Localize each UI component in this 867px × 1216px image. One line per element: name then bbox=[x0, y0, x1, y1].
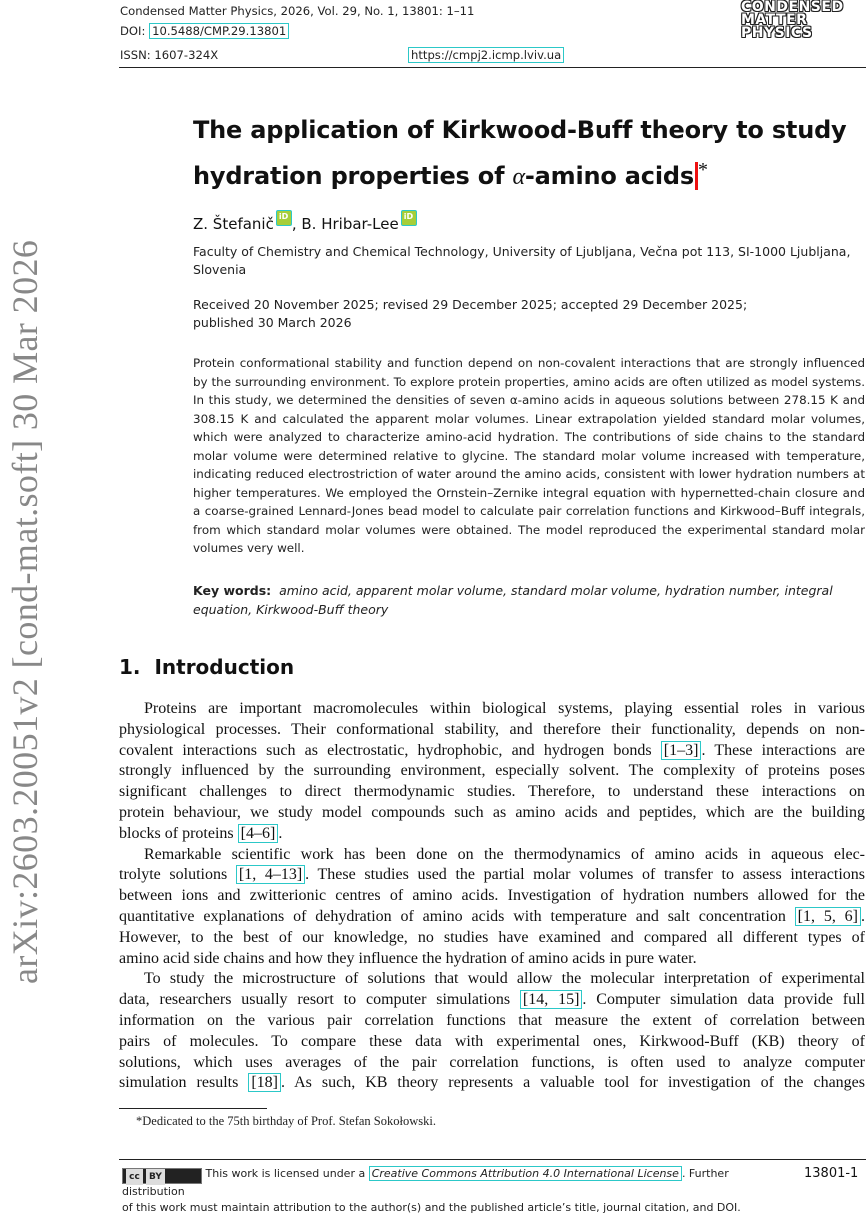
abstract-line: molar volume were determined relative to glycine. The standard molar volume increased with temperature, bbox=[193, 448, 865, 463]
citation-link[interactable]: [18] bbox=[248, 1073, 281, 1092]
logo-line-1: CONDENSED bbox=[741, 0, 844, 15]
section-title: Introduction bbox=[154, 655, 295, 679]
title-line-2-pre: hydration properties of bbox=[193, 162, 513, 190]
body-line: significant challenges to direct thermodynamic studies. Therefore, to understand these interactions on bbox=[119, 783, 865, 801]
dates-line-1: Received 20 November 2025; revised 29 December 2025; accepted 29 December 2025; bbox=[193, 297, 748, 312]
alpha-symbol: α bbox=[512, 164, 525, 190]
keywords-label: Key words: bbox=[193, 583, 272, 598]
body-text-segment: . These studies used the partial molar volumes of transfer to assess interactions bbox=[305, 866, 865, 884]
abstract-line: volumes very well. bbox=[193, 541, 305, 555]
body-line: solutions, which uses averages of the pair correlation functions, is often used to analyze computer bbox=[119, 1053, 865, 1071]
abstract-line: indicating reduced electrostriction of water around the amino acids, consistent with lower hydration numbers at bbox=[193, 467, 865, 481]
affiliation bbox=[193, 243, 850, 279]
journal-url-wrap bbox=[408, 46, 564, 64]
body-line: amino acid side chains and how they influence the hydration of amino acids in pure water. bbox=[119, 949, 697, 967]
body-line: information on the various pair correlation functions that measure the extent of correlation between bbox=[119, 1011, 865, 1029]
body-text-segment: . These interactions are bbox=[701, 741, 865, 759]
orcid-icon[interactable] bbox=[401, 210, 417, 226]
journal-url-link[interactable]: https://cmpj2.icmp.lviv.ua bbox=[408, 47, 564, 63]
body-text-segment: quantitative explanations of dehydration of amino acids with temperature and salt concentration bbox=[119, 907, 795, 925]
license-pre: This work is licensed under a bbox=[205, 1167, 369, 1180]
dates bbox=[193, 296, 747, 332]
footnote-rule bbox=[119, 1108, 267, 1109]
body-text-segment: simulation results bbox=[119, 1074, 249, 1092]
body-line: protein behaviour, we study model compounds such as amino acids and peptides, which are the building bbox=[119, 803, 865, 821]
body-line: Proteins are important macromolecules within biological systems, playing essential roles in various bbox=[144, 700, 865, 717]
header-rule bbox=[119, 67, 866, 68]
doi-line bbox=[120, 22, 289, 40]
body-line: Remarkable scientific work has been done on the thermodynamics of amino acids in aqueous elec- bbox=[144, 845, 865, 863]
body-line: physiological processes. Their conformational stability, and therefore their functionality, depends on non- bbox=[119, 720, 865, 738]
author-separator: , bbox=[291, 215, 302, 233]
body-text-segment: . Computer simulation data provide full bbox=[582, 991, 866, 1009]
body-line bbox=[119, 1073, 865, 1094]
citation-link[interactable]: [1, 5, 6] bbox=[795, 907, 861, 926]
arxiv-stamp: arXiv:2603.20051v2 [cond-mat.soft] 30 Mar 2026 bbox=[5, 239, 45, 984]
footnote: *Dedicated to the 75th birthday of Prof. Stefan Sokołowski. bbox=[136, 1114, 436, 1128]
abstract-line: 308.15 K and calculated the apparent molar volumes. Linear extrapolation yielded standard molar volumes, bbox=[193, 411, 865, 426]
body-line bbox=[119, 865, 865, 886]
body-text-segment: blocks of proteins bbox=[119, 824, 238, 842]
author-2: B. Hribar-Lee bbox=[301, 215, 399, 233]
title-line-2-post: -amino acids bbox=[524, 162, 694, 190]
body-text-segment: . As such, KB theory represents a valuable tool for investigation of the changes bbox=[280, 1074, 866, 1092]
citation-link[interactable]: [4–6] bbox=[238, 824, 279, 843]
license-post: . Further distribution bbox=[122, 1167, 729, 1198]
authors bbox=[193, 210, 417, 233]
journal-logo bbox=[741, 1, 844, 40]
keywords-line-2: equation, Kirkwood-Buff theory bbox=[193, 602, 389, 617]
dates-line-2: published 30 March 2026 bbox=[193, 315, 352, 330]
journal-line: Condensed Matter Physics, 2026, Vol. 29, No. 1, 13801: 1–11 bbox=[120, 4, 475, 18]
cc-label: cc bbox=[126, 1169, 143, 1185]
footer-rule bbox=[119, 1159, 866, 1160]
body-line bbox=[119, 824, 865, 845]
abstract-line: from which standard molar volumes were obtained. The model reproduced the experimental standard molar bbox=[193, 522, 865, 537]
body-line: To study the microstructure of solutions that would allow the molecular interpretation of experimental bbox=[144, 970, 865, 988]
citation-link[interactable]: [1, 4–13] bbox=[236, 865, 305, 884]
logo-line-3: PHYSICS bbox=[741, 25, 813, 41]
paper-title bbox=[193, 110, 847, 197]
abstract-line: a coarse-grained Lennard-Jones bead model to calculate pair correlation functions and Kirkwood–Buff integrals, bbox=[193, 504, 865, 518]
keywords bbox=[193, 581, 865, 619]
citation-link[interactable]: [1–3] bbox=[661, 741, 702, 760]
logo-line-2: MATTER bbox=[741, 12, 808, 28]
license-link[interactable]: Creative Commons Attribution 4.0 International License bbox=[369, 1166, 682, 1181]
body-line bbox=[119, 907, 865, 928]
body-text-segment: data, researchers usually resort to computer simulations bbox=[119, 991, 520, 1009]
title-line-1: The application of Kirkwood-Buff theory to study bbox=[193, 116, 847, 144]
abstract-line: higher temperatures. We employed the Ornstein–Zernike integral equation with hypernetted-chain closure and bbox=[193, 485, 865, 500]
title-footnote-mark: * bbox=[697, 159, 708, 181]
body-text-segment: trolyte solutions bbox=[119, 866, 236, 884]
body-line: However, to the best of our knowledge, no studies have examined and compared all different types of bbox=[119, 928, 865, 946]
abstract-line: which were analyzed to characterize amino-acid hydration. The contributions of side chains to the standard bbox=[193, 430, 865, 444]
license bbox=[122, 1166, 782, 1216]
body-line: pairs of molecules. To compare these data with experimental ones, Kirkwood-Buff (KB) theory of bbox=[119, 1032, 865, 1050]
body-line bbox=[119, 741, 865, 762]
citation-link[interactable]: [14, 15] bbox=[520, 990, 583, 1009]
license-line-2: of this work must maintain attribution to the author(s) and the published article’s title, journal citation, and DOI. bbox=[122, 1201, 741, 1214]
author-1: Z. Štefanič bbox=[193, 215, 274, 233]
orcid-icon[interactable] bbox=[276, 210, 292, 226]
section-number: 1. bbox=[119, 655, 141, 679]
abstract-line: Protein conformational stability and function depend on non-covalent interactions that are strongly influenced bbox=[193, 356, 865, 370]
body-text-segment: . bbox=[861, 907, 866, 925]
cc-by-badge[interactable] bbox=[122, 1168, 202, 1184]
body-line: between ions and zwitterionic centres of amino acids. Investigation of hydration numbers allowed for the bbox=[119, 887, 865, 905]
page-id: 13801-1 bbox=[804, 1166, 859, 1181]
keywords-line-1: amino acid, apparent molar volume, standard molar volume, hydration number, integral bbox=[279, 583, 833, 598]
doi-label: DOI: bbox=[120, 24, 146, 38]
body-line: strongly influenced by the surrounding environment, especially solvent. The complexity of proteins poses bbox=[119, 762, 865, 780]
section-heading bbox=[119, 655, 294, 679]
body-text-segment: . bbox=[278, 824, 283, 842]
body-text bbox=[119, 699, 865, 1094]
issn: ISSN: 1607-324X bbox=[120, 48, 219, 62]
affiliation-line-2: Slovenia bbox=[193, 262, 247, 277]
abstract-line: by the surrounding environment. To explore protein properties, amino acids are often utilized as model systems. bbox=[193, 374, 865, 389]
body-text-segment: covalent interactions such as electrostatic, hydrophobic, and hydrogen bonds bbox=[119, 741, 661, 759]
affiliation-line-1: Faculty of Chemistry and Chemical Technology, University of Ljubljana, Večna pot 113, SI-1000 Ljubljana, bbox=[193, 244, 851, 259]
by-label: BY bbox=[146, 1169, 165, 1185]
title-line-2 bbox=[193, 150, 847, 197]
body-line bbox=[119, 990, 865, 1011]
abstract-line: In this study, we determined the densities of seven α-amino acids in aqueous solutions between 278.15 K and bbox=[193, 393, 865, 407]
abstract bbox=[193, 354, 865, 558]
doi-link[interactable]: 10.5488/CMP.29.13801 bbox=[149, 23, 289, 39]
